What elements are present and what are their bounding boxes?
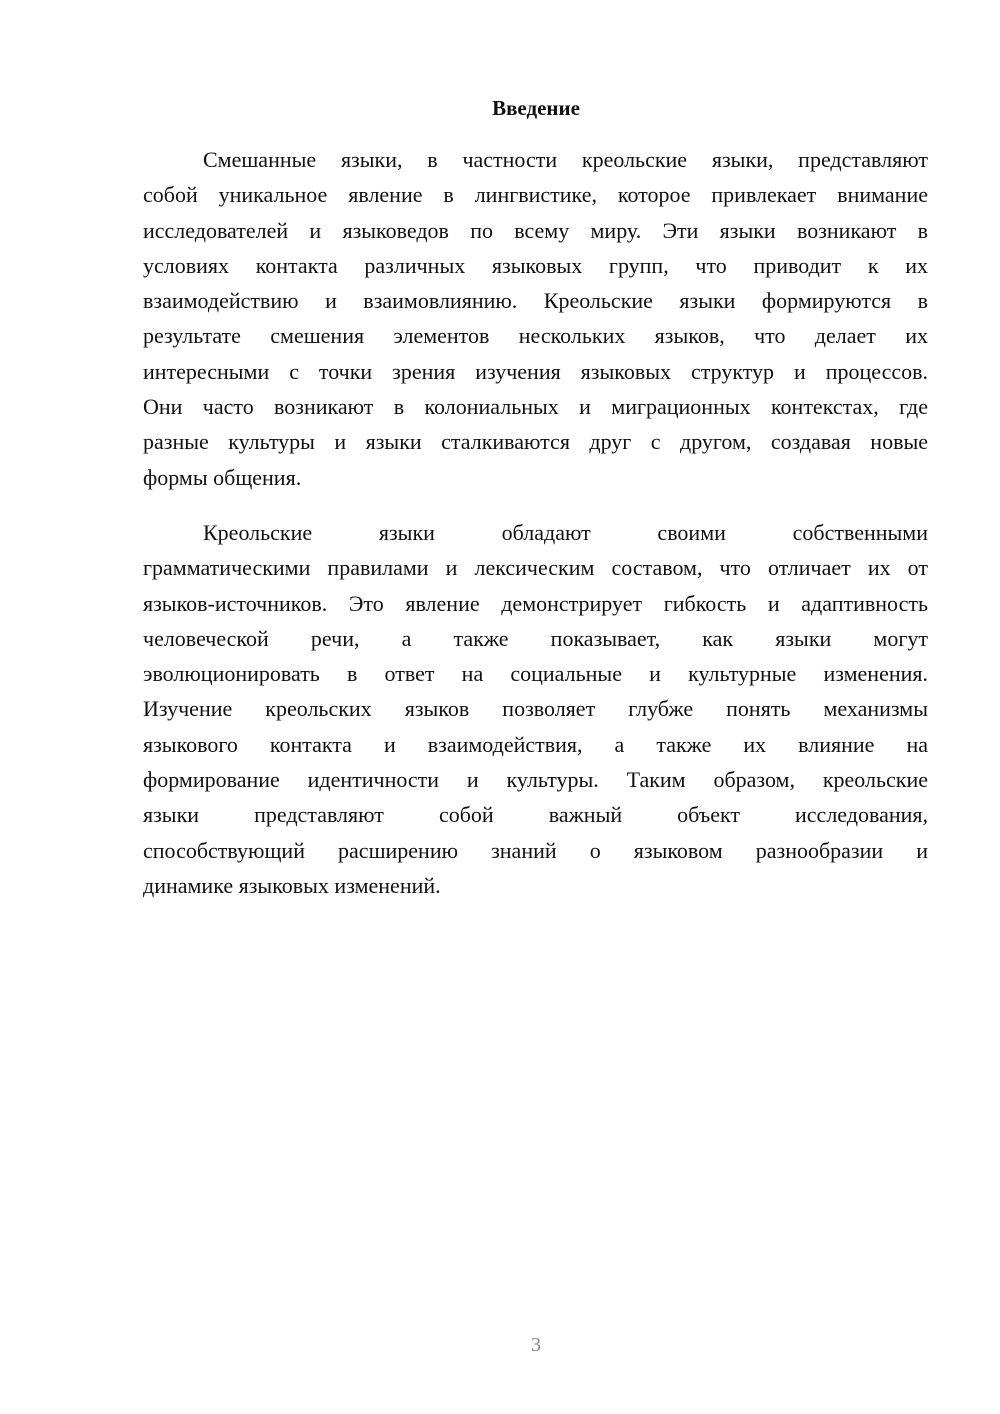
text-line: условиях контакта различных языковых групп, что приводит к их: [143, 252, 928, 278]
text-line: формирование идентичности и культуры. Таким образом, креольские: [143, 767, 928, 793]
text-line: человеческой речи, а также показывает, как языки могут: [143, 625, 928, 651]
text-line: языкового контакта и взаимодействия, а также их влияние на: [143, 731, 928, 757]
text-line: грамматическими правилами и лексическим составом, что отличает их от: [143, 555, 928, 581]
page-number: 3: [531, 1334, 541, 1356]
text-line: Они часто возникают в колониальных и миграционных контекстах, где: [143, 394, 928, 420]
text-line: эволюционировать в ответ на социальные и культурные изменения.: [143, 661, 928, 687]
text-line: языки представляют собой важный объект исследования,: [143, 802, 928, 828]
text-line: собой уникальное явление в лингвистике, которое привлекает внимание: [143, 182, 928, 208]
text-line: Смешанные языки, в частности креольские языки, представляют: [203, 147, 928, 172]
paragraph-2: [143, 515, 928, 903]
text-line: разные культуры и языки сталкиваются друг с другом, создавая новые: [143, 429, 928, 455]
text-line: формы общения.: [143, 464, 302, 490]
text-line: языков-источников. Это явление демонстрирует гибкость и адаптивность: [143, 590, 928, 616]
text-line: динамике языковых изменений.: [143, 872, 441, 898]
paragraph-1: [143, 142, 928, 495]
section-title: Введение: [492, 96, 580, 120]
text-line: интересными с точки зрения изучения языковых структур и процессов.: [143, 358, 928, 384]
text-line: взаимодействию и взаимовлиянию. Креольские языки формируются в: [143, 288, 928, 314]
text-line: результате смешения элементов нескольких языков, что делает их: [143, 323, 928, 349]
text-line: исследователей и языковедов по всему миру. Эти языки возникают в: [143, 217, 928, 243]
text-line: Изучение креольских языков позволяет глубже понять механизмы: [143, 696, 928, 722]
text-line: Креольские языки обладают своими собственными: [203, 520, 928, 545]
text-line: способствующий расширению знаний о языковом разнообразии и: [143, 837, 928, 863]
